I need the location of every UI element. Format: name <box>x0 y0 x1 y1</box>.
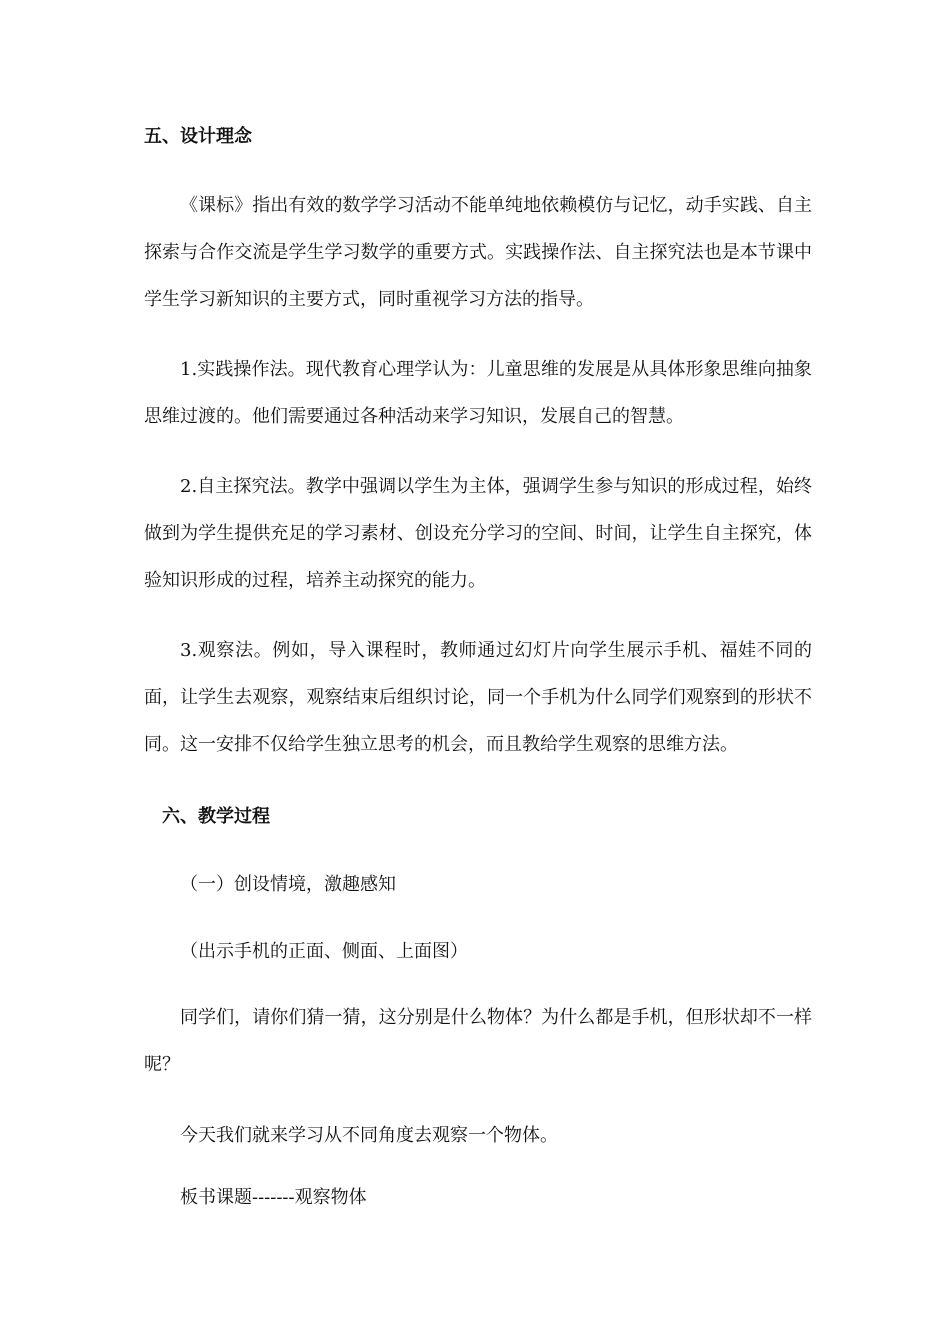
board-title: 板书课题-------观察物体 <box>180 1187 367 1208</box>
paragraph-guess-question: 同学们，请你们猜一猜，这分别是什么物体？为什么都是手机，但形状却不一样呢？ <box>144 1007 812 1075</box>
section-heading-process: 六、教学过程 <box>162 806 270 827</box>
paragraph-method-observe: 3.观察法。例如，导入课程时，教师通过幻灯片向学生展示手机、福娃不同的面，让学生去观察，观察结束后组织讨论，同一个手机为什么同学们观察到的形状不同。这一安排不仅给学生独立思考的机会，而且教给学生观察的思维方法。 <box>144 640 812 755</box>
subheading-create-scenario: （一）创设情境，激趣感知 <box>180 874 396 895</box>
note-show-images: （出示手机的正面、侧面、上面图） <box>180 941 468 962</box>
paragraph-method-explore: 2.自主探究法。教学中强调以学生为主体，强调学生参与知识的形成过程，始终做到为学生提供充足的学习素材、创设充分学习的空间、时间，让学生自主探究，体验知识形成的过程，培养主动探究的能力。 <box>144 476 812 591</box>
section-heading-design: 五、设计理念 <box>144 126 252 147</box>
paragraph-today: 今天我们就来学习从不同角度去观察一个物体。 <box>180 1125 558 1146</box>
paragraph-method-practice: 1.实践操作法。现代教育心理学认为：儿童思维的发展是从具体形象思维向抽象思维过渡的。他们需要通过各种活动来学习知识，发展自己的智慧。 <box>144 359 812 427</box>
paragraph-design-intro: 《课标》指出有效的数学学习活动不能单纯地依赖模仿与记忆，动手实践、自主探索与合作交流是学生学习数学的重要方式。实践操作法、自主探究法也是本节课中学生学习新知识的主要方式，同时重视学习方法的指导。 <box>144 195 812 310</box>
